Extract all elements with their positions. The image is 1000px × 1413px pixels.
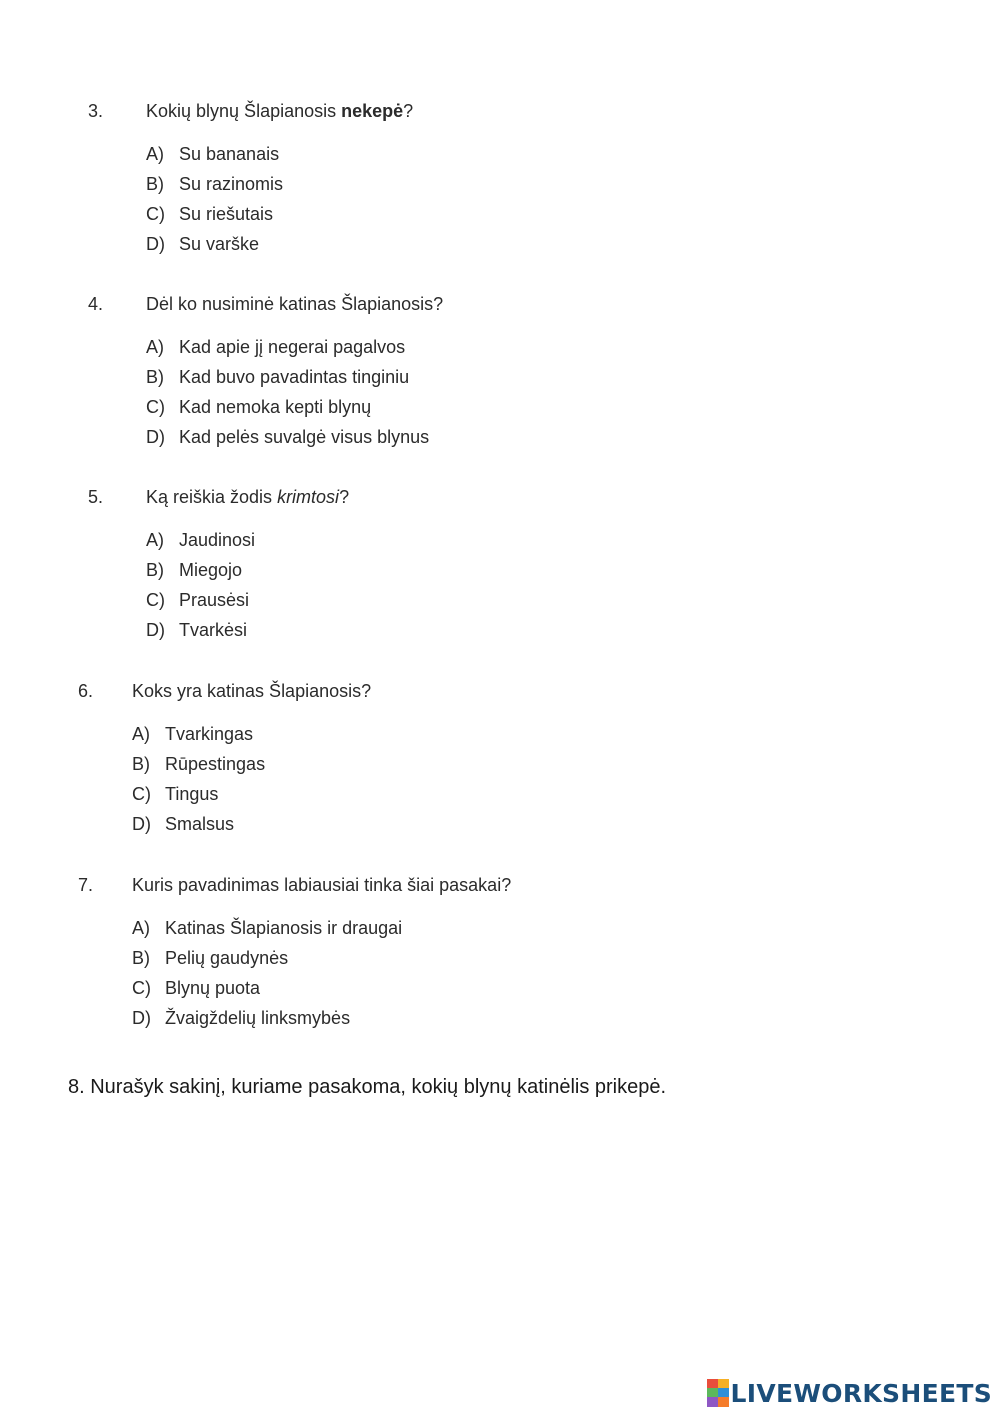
option-letter: B): [146, 560, 164, 580]
option-letter: A): [132, 918, 150, 938]
option-text: Katinas Šlapianosis ir draugai: [165, 918, 403, 938]
option-text: Su varške: [179, 234, 260, 254]
option-text: Kad pelės suvalgė visus blynus: [179, 427, 430, 447]
option-letter: A): [146, 144, 164, 164]
option-text: Miegojo: [179, 560, 243, 580]
option-text: Rūpestingas: [165, 754, 266, 774]
option-letter: A): [146, 530, 164, 550]
option-text: Su riešutais: [179, 204, 274, 224]
option-letter: B): [146, 367, 164, 387]
logo-text: LIVEWORKSHEETS: [730, 1378, 992, 1408]
option-text: Žvaigždelių linksmybės: [165, 1008, 351, 1028]
option-letter: D): [146, 234, 165, 254]
option-letter: B): [132, 754, 150, 774]
logo-block: [707, 1379, 718, 1388]
option-letter: A): [132, 724, 150, 744]
question-number: 7.: [78, 875, 94, 895]
logo-block: [718, 1379, 729, 1388]
liveworksheets-logo-icon: [707, 1379, 729, 1407]
option-letter: C): [146, 397, 165, 417]
option-letter: D): [146, 620, 165, 640]
option-letter: D): [132, 814, 151, 834]
option-text: Smalsus: [165, 814, 235, 834]
option-letter: A): [146, 337, 164, 357]
option-text: Su bananais: [179, 144, 280, 164]
option-letter: C): [132, 978, 151, 998]
option-text: Kad apie jį negerai pagalvos: [179, 337, 406, 357]
question-text: Dėl ko nusiminė katinas Šlapianosis?: [146, 294, 444, 314]
question-text: Koks yra katinas Šlapianosis?: [132, 681, 372, 701]
option-letter: C): [132, 784, 151, 804]
option-text: Tingus: [165, 784, 219, 804]
option-text: Pelių gaudynės: [165, 948, 289, 968]
option-text: Blynų puota: [165, 978, 261, 998]
option-text: Kad nemoka kepti blynų: [179, 397, 372, 417]
question-text: Ką reiškia žodis krimtosi?: [146, 487, 350, 507]
logo-block: [707, 1388, 718, 1397]
option-letter: B): [132, 948, 150, 968]
question-number: 5.: [88, 487, 104, 507]
option-text: Kad buvo pavadintas tinginiu: [179, 367, 410, 387]
option-letter: D): [146, 427, 165, 447]
option-text: Tvarkingas: [165, 724, 254, 744]
question-number: 4.: [88, 294, 104, 314]
option-text: Jaudinosi: [179, 530, 256, 550]
liveworksheets-logo: [707, 1376, 992, 1410]
logo-block: [718, 1388, 729, 1397]
option-text: Tvarkėsi: [179, 620, 248, 640]
question-text: Kokių blynų Šlapianosis nekepė?: [146, 101, 414, 121]
question-number: 6.: [78, 681, 94, 701]
open-question-8: 8. Nurašyk sakinį, kuriame pasakoma, kokių blynų katinėlis prikepė.: [68, 1076, 667, 1098]
option-letter: B): [146, 174, 164, 194]
question-text: Kuris pavadinimas labiausiai tinka šiai pasakai?: [132, 875, 512, 895]
option-letter: C): [146, 590, 165, 610]
option-text: Su razinomis: [179, 174, 284, 194]
logo-block: [718, 1397, 729, 1407]
logo-block: [707, 1397, 718, 1407]
option-letter: D): [132, 1008, 151, 1028]
option-letter: C): [146, 204, 165, 224]
option-text: Prausėsi: [179, 590, 250, 610]
question-number: 3.: [88, 101, 104, 121]
